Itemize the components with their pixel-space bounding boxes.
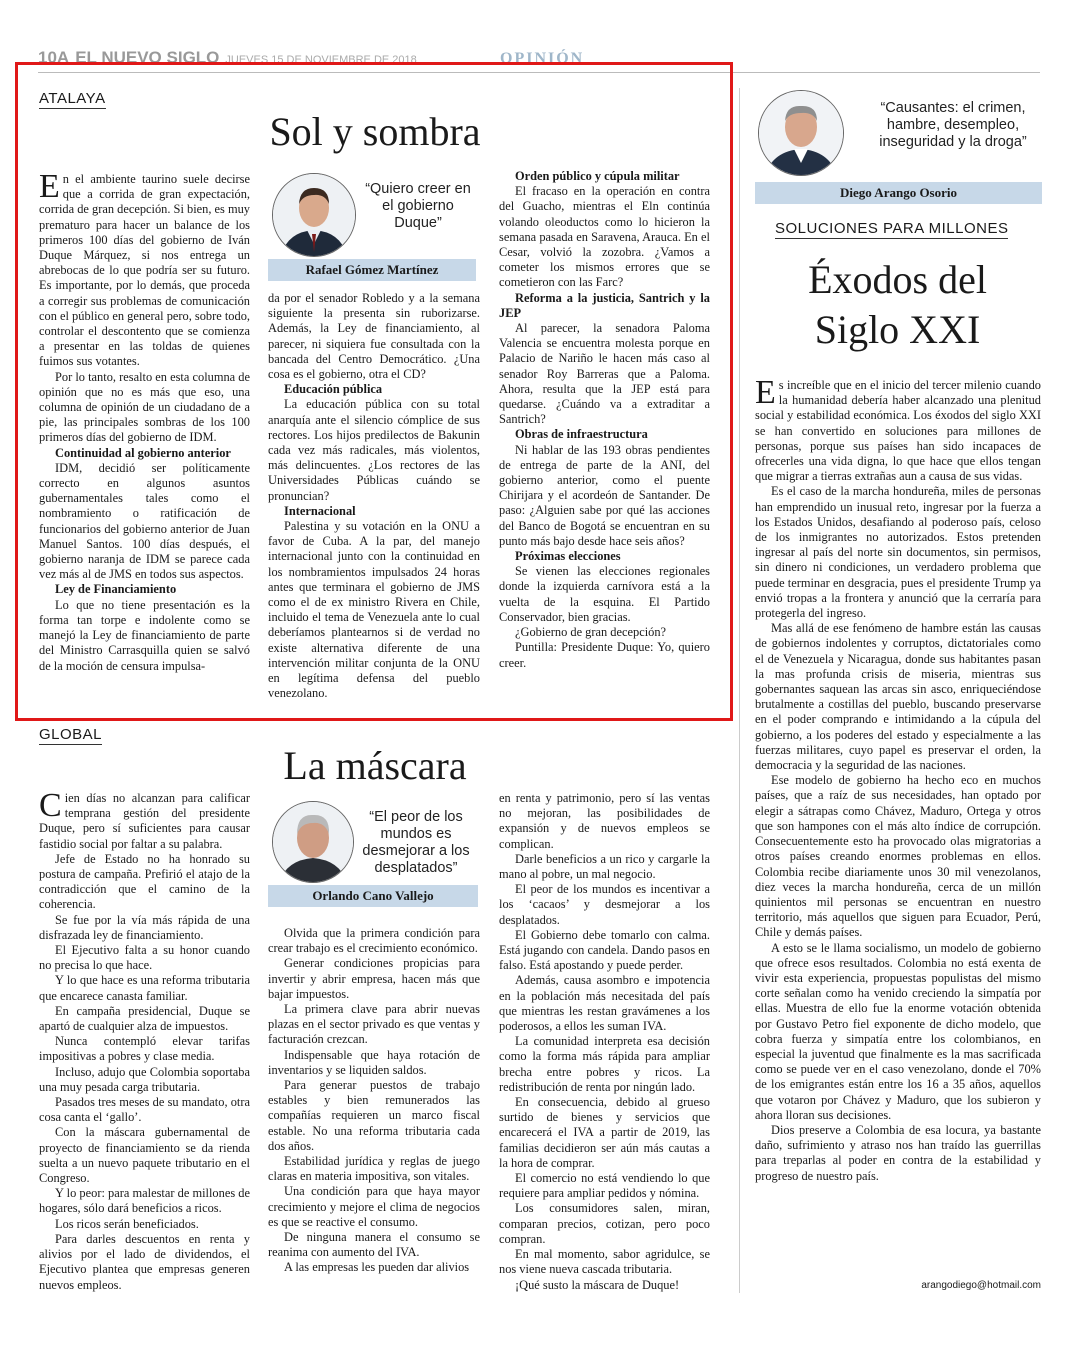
paragraph-text: s increíble que en el inicio del tercer milenio cuando la humanidad debería haber alcanzado una plenitud social y estabilidad económica. Los éxodos del siglo XXI se han convertido en soluciones para millones de personas, porque sus países han sido incapaces de ofrecerles una vida digna, lo que hace que ellos tengan que migrar a tierras extrañas aun a causa de sus vidas. [755, 378, 1041, 484]
global-quote-box [268, 799, 478, 909]
paragraph: Además, causa asombro e impotencia en la población más necesitada del país que mientras les restan gravámenes a los poderosos, a ellos les suman IVA. [499, 973, 710, 1034]
author-photo [758, 90, 844, 176]
paragraph: El comercio no está vendiendo lo que requiere para ampliar pedidos y nómina. [499, 1171, 710, 1201]
global-headline: La máscara [283, 743, 467, 788]
portrait-icon [273, 802, 353, 882]
paragraph: Darle beneficios a un rico y cargarle la mano al pobre, un mal negocio. [499, 851, 710, 882]
column-divider [739, 88, 740, 1293]
paragraph: El fracaso en la operación en contra del Guacho, mientras el Eln continúa volando oleoductos como lo hicieron la semana pasada en Saravena, Arauca. En el Cesar, volvió la zozobra. ¿Vamos a cometer los mismos errores que se cometieron con las Farc? [499, 184, 710, 290]
paragraph: Se vienen las elecciones regionales donde la izquierda carnívora está a la vuelta de la esquina. El Partido Conservador, bien gracias. [499, 564, 710, 624]
paragraph: Y lo que hace es una reforma tributaria que encarece canasta familiar. [39, 973, 250, 1003]
global-quote: “El peor de los mundos es desmejorar a los desplatados” [362, 809, 470, 876]
drop-cap: C [39, 787, 62, 824]
soluciones-body [755, 374, 1041, 1184]
paragraph: El peor de los mundos es incentivar a los ‘cacaos’ y desmejorar a los desplatados. [499, 882, 710, 927]
issue-date: JUEVES 15 DE NOVIEMBRE DE 2018 [225, 54, 417, 66]
atalaya-kicker: ATALAYA [39, 90, 106, 107]
page-number: 10A [38, 48, 70, 67]
paragraph: En consecuencia, debido al grueso surtido de bienes y servicios que encarecerá el IVA a partir de 2019, las familias decidieron ser aún más cautas a la hora de comprar. [499, 1095, 710, 1170]
subheading: Reforma a la justicia, Santrich y la JEP [499, 290, 710, 320]
global-author: Orlando Cano Vallejo [268, 885, 478, 907]
paragraph: El Gobierno debe tomarlo con calma. Está jugando con candela. Dando pasos en falso. Está apostando y puede perder. [499, 927, 710, 973]
subheading: Ley de Financiamiento [55, 582, 177, 597]
paragraph: En campaña presidencial, Duque se apartó de cualquier alza de impuestos. [39, 1003, 250, 1034]
paragraph: A esto se le llama socialismo, un modelo de gobierno que ofrece esos resultados. Colombia no está exenta de vivir esta experiencia, propuestas populistas del mismo corte señalan como ha venido creciendo la simpatía por ellas. Muestra de ello fue la enorme votación obtenida por Gustavo Petro fiel exponente de dicho modelo, que cobra fuerza y simpatía entre los colombianos, en especial la juventud que finalmente es la mas sacrificada como se puede ver en el caso venezolano, donde el 70% de los emigrantes están entre los 16 a 35 años, aquellos que votaron por Chávez y Maduro, que los subieron y ahora lloran sus decisiones. [755, 940, 1041, 1122]
atalaya-quote: “Quiero creer en el gobierno Duque” [365, 181, 471, 231]
atalaya-author: Rafael Gómez Martínez [268, 259, 476, 281]
paragraph: Dios preserve a Colombia de esa locura, ya bastante daño, sufrimiento y atraso nos han traído las guerrillas para treparlas al poder en contra de la estabilidad y progreso de nuestro país. [755, 1122, 1041, 1183]
paragraph: da por el senador Robledo y a la semana siguiente la presenta sin ruborizarse. Además, la Ley de financiamiento, al parecer, ni siquiera fue consultada con la bancada del Centro Democrático. ¿Una cosa es el gobierno, otra el CD? [268, 291, 480, 382]
subheading: Educación pública [284, 382, 383, 397]
subheading: Próximas elecciones [515, 549, 621, 564]
paragraph: Es el caso de la marcha hondureña, miles de personas han emprendido un inusual reto, ingresar por la fuerza a los Estados Unidos, desafiando al poderoso país, celoso de los inmigrantes no autorizados. Estos pretenden ingresar al país del norte sin documentos, sin permisos, sin dinero ni condiciones, un verdadero problema que puede terminar en desgracia, pues el presidente Trump ya envió tropas a la frontera y anunció que la cerraría para protegerla del ingreso. [755, 484, 1041, 621]
paragraph: Jefe de Estado no ha honrado su postura de campaña. Prefirió el atajo de la contradicción que el camino de la coherencia. [39, 851, 250, 912]
paragraph-text: ien días no alcanzan para calificar temprana gestión del presidente Duque, pero sí suficientes para causar fastidio social por faltar a su palabra. [39, 791, 250, 851]
paragraph: Estabilidad jurídica y reglas de juego claras en materia impositiva, son vitales. [268, 1154, 480, 1184]
paragraph-text: n el ambiente taurino suele decirse que a corrida de gran expectación, corrida de gran decepción. Si bien, es muy prematuro para hacer un balance de los primeros 100 días del gobierno de Iván Duque Márquez, si nos entrega un abrebocas de lo que podría ser su futuro. Es importante, por lo demás, que proceda a corregir sus problemas de comunicación con el público en general pero, sobre todo, controlar el descontento que se comienza a presentar en las toldas de quienes fuimos sus votantes. [39, 172, 250, 369]
author-email: arangodiego@hotmail.com [921, 1280, 1041, 1291]
global-col-1 [39, 787, 250, 1293]
subheading: Orden público y cúpula militar [515, 169, 680, 183]
author-photo [272, 801, 354, 883]
paragraph: Al parecer, la senadora Paloma Valencia se encuentra molesta porque en Palacio de Nariño le hacen más caso al senador Roy Barreras que a Paloma. Ahora, resulta que la JEP está para quedarse. ¿Cuándo va a extraditar a Santrich? [499, 321, 710, 427]
paragraph: ¿Gobierno de gran decepción? [515, 625, 667, 640]
drop-cap: E [39, 168, 60, 205]
paragraph: Palestina y su votación en la ONU a favor de Cuba. A la par, del manejo internacional junto con la continuidad en los nombramientos impulsados 24 horas antes que terminara el gobierno de JMS como el de ex ministro Rivera en Chile, incluido el tema de Venezuela ante lo cual deberíamos plantearnos si de verdad no existe alternativa diferente de una intervención militar conjunta de la ONU en legítima defensa del pueblo venezolano. [268, 519, 480, 701]
paragraph: Puntilla: Presidente Duque: Yo, quiero creer. [499, 640, 710, 670]
paragraph: ¡Qué susto la máscara de Duque! [515, 1277, 680, 1292]
global-col-3 [499, 791, 710, 1293]
drop-cap: E [755, 374, 776, 411]
paragraph: De ninguna manera el consumo se reanima con aumento del IVA. [268, 1230, 480, 1260]
paragraph: Por lo tanto, resalto en esta columna de opinión que no es más que eso, una columna de opinión de un ciudadano de a pie, las principales sombras de los 100 primeros días del gobierno de IDM. [39, 369, 250, 445]
paragraph [755, 374, 1041, 484]
soluciones-author: Diego Arango Osorio [755, 182, 1042, 204]
paragraph: Se fue por la vía más rápida de una disfrazada ley de financiamiento. [39, 912, 250, 942]
paragraph: Ese modelo de gobierno ha hecho eco en muchos países, que a raíz de sus necesidades, han optado por elegir a sátrapas como Chávez, Maduro, Ortega y otros que son hampones con el más alto índice de corrupción. Consecuentemente esto ha provocado olas migratorias a otros países creando enormes problemas en ellos. Colombia recibe diariamente unos 30 mil venezolanos, diez veces la marcha hondureña, cerca de un millón quinientos mil personas se encuentran en nuestro territorio, más aquellos que siguen para Ecuador, Perú, Chile y demás países. [755, 773, 1041, 940]
paragraph: Para generar puestos de trabajo estables y bien remunerados las compañías requieren un marco fiscal estable. No una reforma tributaria cada dos años. [268, 1078, 480, 1153]
paragraph: Nunca contempló elevar tarifas impositivas a pobres y clase media. [39, 1034, 250, 1064]
paragraph: En mal momento, sabor agridulce, se nos viene nueva cascada tributaria. [499, 1247, 710, 1277]
global-col-2 [268, 926, 480, 1276]
global-kicker: GLOBAL [39, 726, 103, 743]
paragraph [39, 787, 250, 852]
paragraph: Mas allá de ese fenómeno de hambre están las causas de gobiernos indolentes y corruptos, dictatoriales como el de Venezuela y Nicaragua, donde sus habitantes pasan la mas profunda crisis de miseria, mientras sus gobernantes saquean las arcas sin asco, enriqueciéndose brutalmente a costillas del pueblo, buscando preservarse en el poder comprando e intimidando a la cúpula del gobierno, a los poderes del estado y especialmente a las fuerzas militares, cuyo papel es preservar el orden, la democracia y la seguridad de las naciones. [755, 621, 1041, 773]
paper-name: EL NUEVO SIGLO [75, 48, 220, 67]
soluciones-headline-1: Éxodos del [808, 257, 987, 302]
paragraph: Y lo peor: para malestar de millones de hogares, sólo dará beneficios a ricos. [39, 1186, 250, 1216]
subheading: Internacional [284, 503, 356, 518]
paragraph: Lo que no tiene presentación es la forma tan torpe e indolente como se manejó la Ley de financiamiento de parte del Ministro Carrasquilla quien se salvó de la moción de censura impulsa- [39, 597, 250, 673]
paragraph: El Ejecutivo falta a su honor cuando no precisa lo que hace. [39, 943, 250, 973]
paragraph: Los consumidores salen, miran, comparan precios, cotizan, pero poco compran. [499, 1201, 710, 1246]
paragraph: Para darles descuentos en renta y alivios por el lado de dividendos, el Ejecutivo plantea que empresas generen nuevos empleos. [39, 1231, 250, 1292]
paragraph: La comunidad interpreta esa decisión como la forma más rápida para ampliar brecha entre pobres y ricos. La redistribución de renta por ningún lado. [499, 1034, 710, 1094]
paragraph: Los ricos serán beneficiados. [55, 1216, 199, 1231]
soluciones-headline-2: Siglo XXI [814, 307, 981, 352]
soluciones-kicker: SOLUCIONES PARA MILLONES [775, 220, 1009, 237]
paragraph: Con la máscara gubernamental de proyecto de financiamiento se da rienda suelta a un nuevo paquete tributario en el Congreso. [39, 1125, 250, 1186]
paragraph: A las empresas les pueden dar alivios [284, 1260, 470, 1275]
paragraph: Indispensable que haya rotación de inventarios y se liquiden saldos. [268, 1047, 480, 1077]
atalaya-headline: Sol y sombra [269, 109, 481, 154]
subheading: Continuidad al gobierno anterior [55, 445, 231, 460]
section-name: OPINIÓN [500, 50, 585, 67]
paragraph: Pasados tres meses de su mandato, otra cosa canta el ‘gallo’. [39, 1095, 250, 1125]
soluciones-quote-box [755, 90, 1042, 204]
highlight-frame [15, 62, 733, 721]
paragraph: Incluso, adujo que Colombia soportaba una muy pesada carga tributaria. [39, 1064, 250, 1094]
portrait-icon [759, 91, 843, 175]
paragraph: en renta y patrimonio, pero sí las ventas no mejoran, las posibilidades de expansión y de nuevos empleos se complican. [499, 791, 710, 851]
paragraph: La primera clave para abrir nuevas plazas en el sector privado es que ventas y facturación crezcan. [268, 1002, 480, 1047]
subheading: Obras de infraestructura [515, 427, 648, 442]
paragraph: La educación pública con su total anarquía ante el silencio cómplice de sus rectores. Los hijos predilectos de Bakunin cada vez más radicales, más violentos, más delincuentes. ¿Los rectores de las Universidades Públicas cuándo se pronuncian? [268, 397, 480, 503]
soluciones-quote: “Causantes: el crimen, hambre, desempleo, inseguridad y la droga” [879, 100, 1027, 150]
paragraph: Ni hablar de las 193 obras pendientes de entrega de parte de la ANI, del gobierno anterior, como el puente Chirijara y el acordeón de Santander. De paso: ¿Alguien sabe por qué las acciones del Banco de Bogotá se encuentran en su punto más bajo desde hace seis años? [499, 442, 710, 548]
paragraph: IDM, decidió ser políticamente correcto en algunos asuntos gubernamentales tales como el nombramiento o ratificación de funcionarios del gobierno anterior de Juan Manuel Santos. 100 días después, el gobierno naranja de IDM se parece cada vez más al de JMS en todos sus aspectos. [39, 460, 250, 582]
paragraph: Olvida que la primera condición para crear trabajo es el crecimiento económico. [268, 926, 480, 956]
paragraph: Una condición para que haya mayor crecimiento y mejore el clima de negocios es que se reactive el consumo. [268, 1184, 480, 1229]
paragraph: Generar condiciones propicias para invertir y abrir empresa, hacen más que bajar impuestos. [268, 956, 480, 1001]
